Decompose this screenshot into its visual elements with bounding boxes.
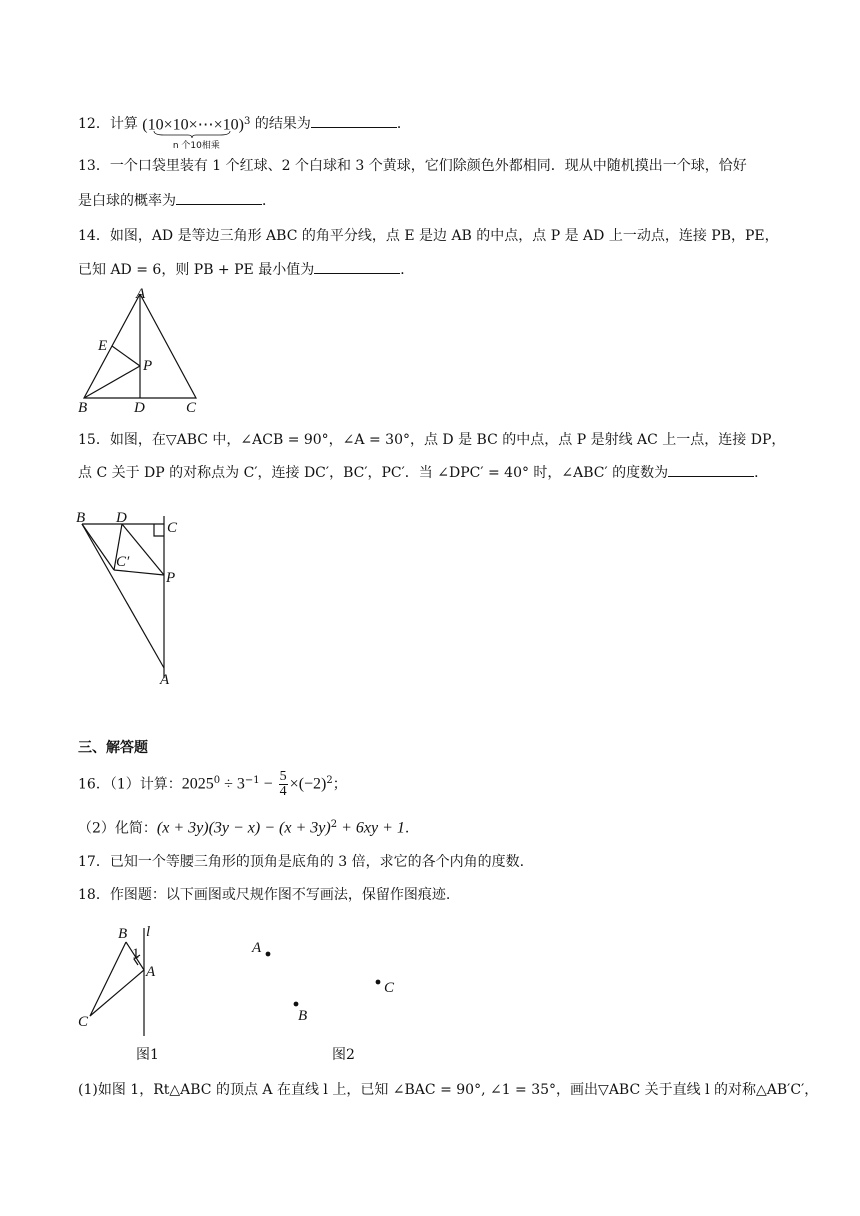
q13-answer-blank	[176, 190, 262, 205]
figure-q15-triangle	[76, 508, 196, 688]
question-13-line1: 13．一个口袋里装有 1 个红球、2 个白球和 3 个黄球，它们除颜色外都相同．现从中随机摸出一个球，恰好	[78, 158, 747, 174]
fig14-label-C: C	[186, 400, 197, 416]
fig18a-label-B: B	[118, 926, 128, 942]
fig14-label-A: A	[136, 286, 146, 302]
question-15-line1: 15．如图，在▽ABC 中，∠ACB = 90°，∠A = 30°，点 D 是 BC 的中点，点 P 是射线 AC 上一点，连接 DP，	[78, 432, 786, 448]
fig15-label-B: B	[76, 510, 86, 526]
q15-answer-blank	[668, 462, 754, 477]
question-12: 12．计算 (10×10×⋯×10)$^3$ n 个10相乘 的结果为 ．	[78, 112, 411, 136]
figure-q18-fig1	[72, 920, 182, 1060]
fig18a-label-A: A	[146, 964, 156, 980]
fig15-label-C-prime: C′	[116, 554, 130, 570]
question-14-line1: 14．如图，AD 是等边三角形 ABC 的角平分线，点 E 是边 AB 的中点，点 P 是 AD 上一动点，连接 PB，PE，	[78, 228, 779, 244]
fig18b-label-A: A	[252, 940, 262, 956]
question-18-part1: (1)如图 1，Rt△ABC 的顶点 A 在直线 l 上，已知 ∠BAC = 90°, ∠1 = 35°，画出▽ABC 关于直线 l 的对称△AB′C′，	[78, 1082, 819, 1098]
question-15-line2: 点 C 关于 DP 的对称点为 C′，连接 DC′，BC′，PC′．当 ∠DPC′ = 40° 时，∠ABC′ 的度数为 ．	[78, 462, 768, 483]
fig15-label-D: D	[116, 510, 127, 526]
question-13-line2: 是白球的概率为 ．	[78, 190, 276, 211]
fig2-caption: 图2	[332, 1047, 355, 1063]
section-heading: 三、解答题	[78, 740, 148, 756]
q12-answer-blank	[311, 113, 397, 128]
figure-q14-triangle	[76, 286, 216, 416]
fig18a-label-1: 1	[132, 946, 140, 962]
q12-number: 12．	[78, 115, 110, 132]
fig15-label-P: P	[166, 570, 176, 586]
fig14-label-E: E	[98, 338, 108, 354]
fig1-caption: 图1	[136, 1047, 159, 1063]
question-16-part2: （2）化简：$(x + 3y)(3y - x) - (x + 3y)^2 + 6xy + 1$.	[78, 819, 410, 837]
q12-text-post: 的结果为	[254, 115, 311, 132]
fig15-label-A: A	[160, 672, 170, 688]
fraction-5-over-4: $\frac{5}{4}$	[279, 769, 287, 799]
fig18a-label-C: C	[78, 1014, 89, 1030]
fig18b-label-C: C	[384, 980, 395, 996]
q12-underbrace-label: n 个10相乘	[172, 141, 220, 151]
question-17: 17．已知一个等腰三角形的顶角是底角的 3 倍，求它的各个内角的度数.	[78, 854, 525, 870]
question-16-part1: 16．（1）计算：$2025^0 \div 3^{-1}$ − $\frac{5}{4}$ $\times(-2)^2$；	[78, 769, 347, 799]
q14-answer-blank	[314, 259, 400, 274]
fig18a-label-l: l	[146, 924, 151, 940]
fig14-label-D: D	[134, 400, 145, 416]
fig14-label-B: B	[78, 400, 88, 416]
q12-expression: (10×10×⋯×10)$^3$ n 个10相乘	[142, 112, 250, 136]
question-18-line1: 18．作图题：以下画图或尺规作图不写画法，保留作图痕迹.	[78, 887, 451, 903]
fig15-label-C: C	[167, 520, 178, 536]
q12-text-pre: 计算	[109, 115, 138, 132]
fig14-label-P: P	[143, 358, 153, 374]
figure-q18-fig2	[248, 936, 408, 1036]
question-14-line2: 已知 AD = 6，则 PB + PE 最小值为 ．	[78, 259, 414, 280]
fig18b-label-B: B	[298, 1008, 308, 1024]
